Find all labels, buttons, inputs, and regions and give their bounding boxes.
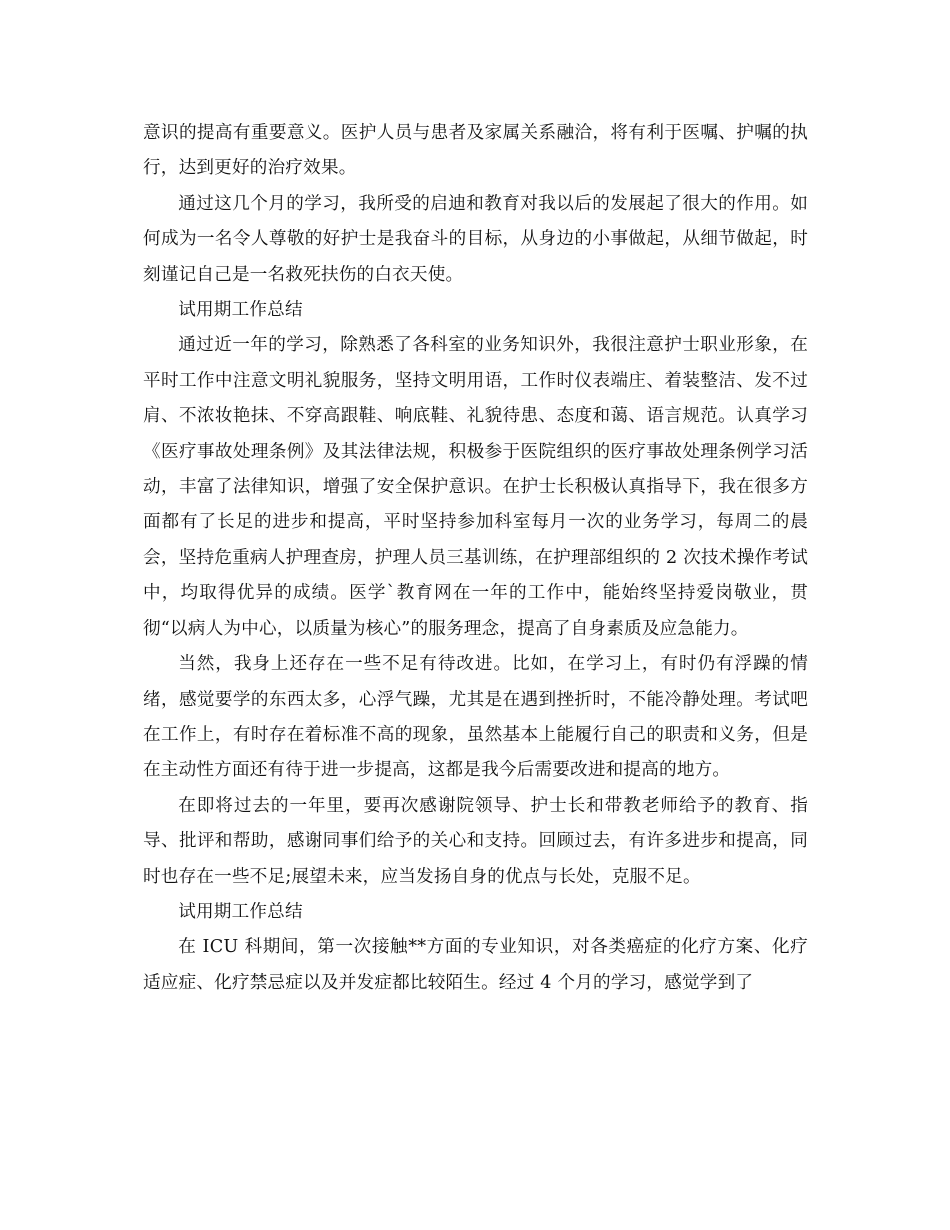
paragraph-reflection: 通过这几个月的学习，我所受的启迪和教育对我以后的发展起了很大的作用。如何成为一名令人尊敬的好护士是我奋斗的目标，从身边的小事做起，从细节做起，时刻谨记自己是一名救死扶伤的白衣天使。: [143, 193, 808, 285]
section-heading-1: 试用期工作总结: [178, 300, 303, 321]
paragraph-shortcomings: 当然，我身上还存在一些不足有待改进。比如，在学习上，有时仍有浮躁的情绪，感觉要学的东西太多，心浮气躁，尤其是在遇到挫折时，不能冷静处理。考试吧在工作上，有时存在着标准不高的现象，虽然基本上能履行自己的职责和义务，但是在主动性方面还有待于进一步提高，这都是我今后需要改进和提高的地方。: [143, 654, 808, 781]
paragraph-icu: 在 ICU 科期间，第一次接触**方面的专业知识，对各类癌症的化疗方案、化疗适应症、化疗禁忌症以及并发症都比较陌生。经过 4 个月的学习，感觉学到了: [143, 937, 808, 993]
paragraph-continuation: 意识的提高有重要意义。医护人员与患者及家属关系融洽，将有利于医嘱、护嘱的执行，达到更好的治疗效果。: [143, 123, 808, 179]
paragraph-year-summary: 通过近一年的学习，除熟悉了各科室的业务知识外，我很注意护士职业形象，在平时工作中注意文明礼貌服务，坚持文明用语，工作时仪表端庄、着装整洁、发不过肩、不浓妆艳抹、不穿高跟鞋、响底鞋、礼貌待患、态度和蔼、语言规范。认真学习《医疗事故处理条例》及其法律法规，积极参于医院组织的医疗事故处理条例学习活动，丰富了法律知识，增强了安全保护意识。在护士长积极认真指导下，我在很多方面都有了长足的进步和提高，平时坚持参加科室每月一次的业务学习，每周二的晨会，坚持危重病人护理查房，护理人员三基训练，在护理部组织的 2 次技术操作考试中，均取得优异的成绩。医学`教育网在一年的工作中，能始终坚持爱岗敬业，贯彻“以病人为中心，以质量为核心”的服务理念，提高了自身素质及应急能力。: [143, 335, 808, 639]
paragraph-thanks: 在即将过去的一年里，要再次感谢院领导、护士长和带教老师给予的教育、指导、批评和帮助，感谢同事们给予的关心和支持。回顾过去，有许多进步和提高，同时也存在一些不足;展望未来，应当发扬自身的优点与长处，克服不足。: [143, 795, 808, 887]
section-heading-2: 试用期工作总结: [178, 901, 303, 922]
document-body: [143, 116, 808, 1001]
